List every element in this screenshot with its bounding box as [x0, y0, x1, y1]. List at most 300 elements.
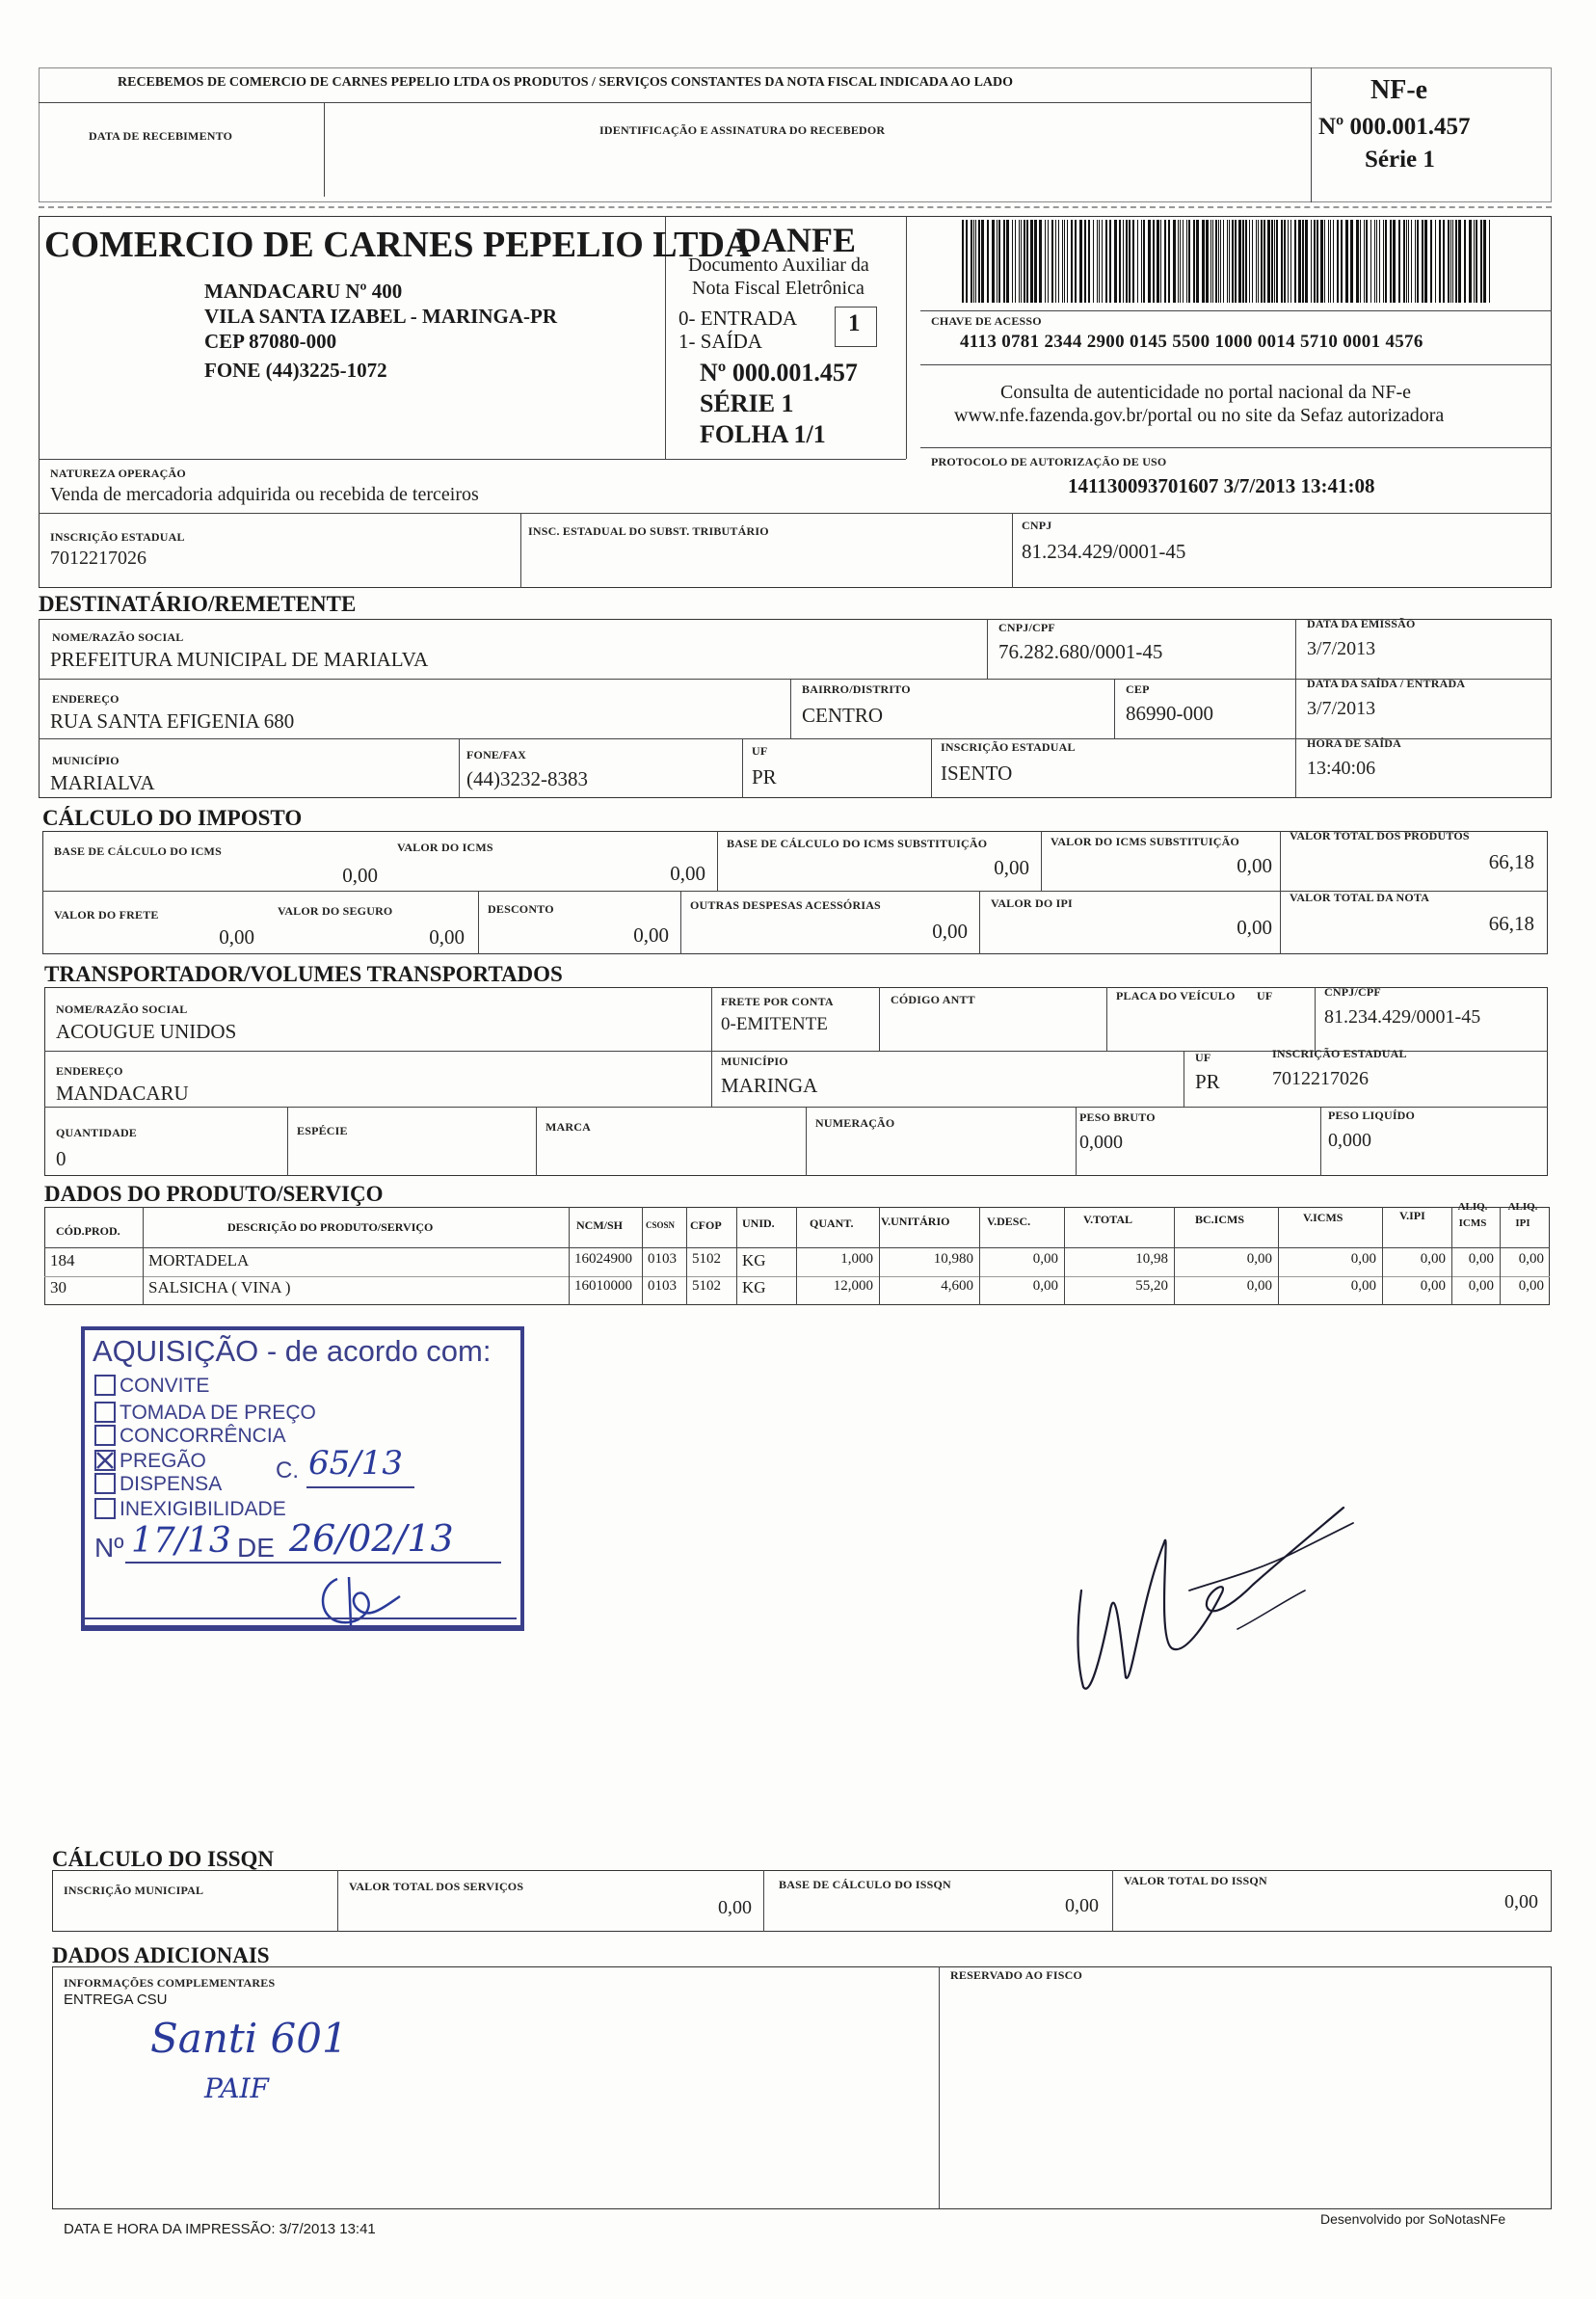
product-cell-csosn: 0103: [648, 1278, 677, 1294]
barcode-bar: [1360, 220, 1361, 303]
prod-header-code: CÓD.PROD.: [56, 1224, 120, 1238]
issqn-services-value: 0,00: [718, 1897, 752, 1918]
recipient-col-district: [790, 679, 791, 738]
carrier-col-brand: [536, 1107, 537, 1176]
checkbox-icon: [94, 1402, 116, 1423]
barcode-bar: [1039, 220, 1042, 303]
barcode-bar: [1012, 220, 1013, 303]
barcode-bar: [992, 220, 995, 303]
carrier-city-value: MARINGA: [721, 1074, 818, 1097]
barcode-bar: [966, 220, 968, 303]
barcode-bar: [1193, 220, 1195, 303]
prod-header-discount: V.DESC.: [987, 1215, 1031, 1228]
total-products-label: VALOR TOTAL DOS PRODUTOS: [1290, 829, 1470, 842]
product-cell-code: 184: [50, 1251, 75, 1270]
barcode-bar: [1196, 220, 1199, 303]
barcode-bar: [973, 220, 974, 303]
barcode-bar: [1430, 220, 1432, 303]
tax-col-2: [1041, 831, 1042, 891]
receipt-nfe-series: Série 1: [1365, 147, 1435, 173]
barcode-bar: [1051, 220, 1053, 303]
carrier-plate-label: PLACA DO VEÍCULO: [1116, 989, 1236, 1002]
barcode-bar: [1267, 220, 1270, 303]
barcode-bar: [1284, 220, 1286, 303]
receipt-nfe-number: Nº 000.001.457: [1318, 114, 1471, 140]
barcode-bar: [1079, 220, 1082, 303]
barcode-bar: [1242, 220, 1244, 303]
recipient-phone-value: (44)3232-8383: [466, 767, 588, 790]
receipt-signature-label: IDENTIFICAÇÃO E ASSINATURA DO RECEBEDOR: [599, 123, 886, 137]
barcode-bar: [1264, 220, 1265, 303]
stamp-date-underline: [125, 1562, 501, 1564]
barcode-bar: [1215, 220, 1217, 303]
issuer-address: MANDACARU Nº 400: [204, 280, 403, 303]
barcode-bar: [1227, 220, 1228, 303]
barcode-bar: [1290, 220, 1291, 303]
barcode-bar: [1393, 220, 1396, 303]
header-row-divider: [39, 459, 906, 460]
carrier-net-label: PESO LIQUÍDO: [1328, 1109, 1416, 1122]
barcode-bar: [1045, 220, 1046, 303]
bc-icms-st-label: BASE DE CÁLCULO DO ICMS SUBSTITUIÇÃO: [727, 837, 988, 850]
protocol-top-divider: [920, 447, 1552, 448]
stamp-option-pregao: [94, 1450, 206, 1473]
barcode-bar: [1137, 220, 1138, 303]
barcode-bar: [1229, 220, 1230, 303]
product-cell-icms: 0,00: [1350, 1278, 1376, 1294]
issqn-total-value: 0,00: [1504, 1891, 1538, 1912]
barcode-bar: [1328, 220, 1329, 303]
barcode-bar: [1232, 220, 1234, 303]
barcode-bar: [1333, 220, 1334, 303]
product-cell-description: SALSICHA ( VINA ): [148, 1278, 291, 1297]
tax-col-6: [979, 891, 980, 954]
issqn-services-label: VALOR TOTAL DOS SERVIÇOS: [349, 1880, 524, 1893]
barcode-bar: [1311, 220, 1312, 303]
issuer-cnpj-value: 81.234.429/0001-45: [1022, 540, 1186, 563]
recipient-ie-label: INSCRIÇÃO ESTADUAL: [941, 740, 1076, 754]
barcode-bar: [1088, 220, 1090, 303]
developer-credit: Desenvolvido por SoNotasNFe: [1320, 2211, 1506, 2227]
danfe-title: DANFE: [736, 221, 856, 259]
stamp-initials: [308, 1567, 414, 1631]
checkbox-icon: [94, 1498, 116, 1519]
product-column-line: [569, 1207, 570, 1305]
barcode-bar: [1469, 220, 1472, 303]
barcode-bar: [1271, 220, 1273, 303]
product-cell-total: 55,20: [1135, 1278, 1168, 1294]
recipient-exit-date-label: DATA DA SAÍDA / ENTRADA: [1307, 677, 1466, 690]
barcode-bar: [1178, 220, 1179, 303]
product-cell-ipi: 0,00: [1420, 1278, 1446, 1294]
issqn-municipal-label: INSCRIÇÃO MUNICIPAL: [64, 1884, 204, 1897]
barcode-bar: [1102, 220, 1103, 303]
tax-col-5: [680, 891, 681, 954]
carrier-col-gross: [1076, 1107, 1077, 1176]
barcode-bar: [1048, 220, 1049, 303]
total-products-value: 66,18: [1488, 850, 1534, 873]
carrier-address-label: ENDEREÇO: [56, 1064, 123, 1078]
recipient-district-label: BAIRRO/DISTRITO: [802, 682, 911, 696]
barcode-bar: [1084, 220, 1086, 303]
barcode-bar: [1249, 220, 1250, 303]
additional-box: [52, 1966, 1552, 2209]
recipient-name-label: NOME/RAZÃO SOCIAL: [52, 630, 184, 644]
product-cell-unit-value: 10,980: [933, 1251, 973, 1267]
barcode-bar: [1374, 220, 1375, 303]
carrier-numbering-label: NUMERAÇÃO: [815, 1116, 895, 1130]
tax-section-title: CÁLCULO DO IMPOSTO: [42, 806, 303, 830]
carrier-row-2: [44, 1107, 1548, 1108]
barcode-bar: [1324, 220, 1325, 303]
checked-checkbox-icon: [94, 1450, 116, 1471]
other-expenses-label: OUTRAS DESPESAS ACESSÓRIAS: [690, 898, 881, 912]
barcode-bar: [1180, 220, 1181, 303]
bc-icms-value: 0,00: [342, 864, 378, 887]
issuer-ie-value: 7012217026: [50, 548, 146, 569]
product-cell-bc-icms: 0,00: [1246, 1251, 1272, 1267]
barcode-bar: [1383, 220, 1384, 303]
issqn-total-label: VALOR TOTAL DO ISSQN: [1124, 1874, 1267, 1887]
carrier-address-value: MANDACARU: [56, 1082, 189, 1105]
recipient-cnpj-value: 76.282.680/0001-45: [998, 640, 1163, 663]
recipient-name-value: PREFEITURA MUNICIPAL DE MARIALVA: [50, 648, 429, 671]
stamp-num-value: 17/13: [131, 1521, 231, 1561]
consult-line-1: Consulta de autenticidade no portal nacional da NF-e: [1000, 382, 1411, 403]
recipient-emission-label: DATA DA EMISSÃO: [1307, 617, 1416, 630]
barcode-bar: [1274, 220, 1275, 303]
barcode-bar: [1026, 220, 1028, 303]
carrier-plate-uf-label: UF: [1257, 989, 1273, 1002]
prod-header-qty: QUANT.: [810, 1216, 854, 1230]
barcode-bar: [1160, 220, 1161, 303]
insurance-label: VALOR DO SEGURO: [278, 904, 393, 918]
recipient-district-value: CENTRO: [802, 704, 883, 727]
product-column-line: [736, 1207, 737, 1305]
carrier-ie-value: 7012217026: [1272, 1068, 1369, 1089]
barcode-bar: [1132, 220, 1134, 303]
carrier-col-plate: [1106, 987, 1107, 1051]
issuer-cep: CEP 87080-000: [204, 330, 337, 353]
barcode-bar: [1261, 220, 1263, 303]
stamp-option-label: DISPENSA: [120, 1473, 223, 1495]
recipient-phone-label: FONE/FAX: [466, 748, 527, 762]
stamp-num-prefix: Nº: [94, 1533, 124, 1563]
discount-label: DESCONTO: [488, 902, 554, 916]
barcode-bar: [1411, 220, 1412, 303]
barcode-bar: [1406, 220, 1407, 303]
barcode-bar: [1003, 220, 1005, 303]
barcode-bar: [1019, 220, 1020, 303]
other-expenses-value: 0,00: [932, 920, 968, 943]
recipient-cep-label: CEP: [1126, 682, 1150, 696]
barcode-bar: [1314, 220, 1316, 303]
icms-st-value: 0,00: [1237, 854, 1272, 877]
carrier-freight-label: FRETE POR CONTA: [721, 995, 834, 1008]
danfe-type: 1: [848, 310, 861, 336]
barcode-bar: [1474, 220, 1475, 303]
carrier-gross-label: PESO BRUTO: [1079, 1110, 1156, 1124]
recipient-col-phone: [459, 738, 460, 798]
product-column-line: [143, 1207, 144, 1305]
barcode-bar: [1379, 220, 1380, 303]
product-cell-icms: 0,00: [1350, 1251, 1376, 1267]
carrier-qty-value: 0: [56, 1147, 66, 1170]
carrier-qty-label: QUANTIDADE: [56, 1126, 138, 1139]
carrier-city-label: MUNICÍPIO: [721, 1055, 788, 1068]
barcode-bar: [981, 220, 984, 303]
stamp-bottom-rule: [85, 1617, 517, 1619]
prod-header-unit-value: V.UNITÁRIO: [881, 1215, 950, 1228]
product-cell-discount: 0,00: [1032, 1251, 1058, 1267]
barcode-bar: [1256, 220, 1257, 303]
ie-st-label: INSC. ESTADUAL DO SUBST. TRIBUTÁRIO: [528, 524, 769, 538]
handwritten-note-1: Santi 601: [150, 2015, 348, 2062]
barcode-bar: [1055, 220, 1056, 303]
handwritten-note-2: PAIF: [204, 2072, 269, 2104]
prod-header-ipi: V.IPI: [1399, 1209, 1425, 1222]
barcode-bar: [1223, 220, 1224, 303]
freight-value: 0,00: [219, 925, 254, 949]
danfe-folha: FOLHA 1/1: [700, 420, 826, 448]
product-cell-cfop: 5102: [692, 1251, 721, 1267]
barcode-bar: [1439, 220, 1441, 303]
barcode-bar: [1435, 220, 1436, 303]
cut-line: [39, 206, 1552, 208]
barcode-bar: [1258, 220, 1259, 303]
stamp-option-label: CONVITE: [120, 1375, 210, 1397]
danfe-serie: SÉRIE 1: [700, 389, 794, 417]
products-section-title: DADOS DO PRODUTO/SERVIÇO: [44, 1182, 384, 1206]
icms-st-label: VALOR DO ICMS SUBSTITUIÇÃO: [1051, 835, 1240, 848]
issqn-col-3: [1112, 1870, 1113, 1932]
barcode-bar: [1015, 220, 1016, 303]
carrier-uf-label: UF: [1195, 1051, 1211, 1064]
barcode-bar: [1281, 220, 1283, 303]
product-cell-code: 30: [50, 1278, 66, 1297]
stamp-option-tomada: [94, 1402, 316, 1425]
barcode-bar: [971, 220, 972, 303]
prod-header-description: DESCRIÇÃO DO PRODUTO/SERVIÇO: [227, 1220, 434, 1234]
product-cell-discount: 0,00: [1032, 1278, 1058, 1294]
danfe-number: Nº 000.001.457: [700, 359, 858, 387]
recipient-city-label: MUNICÍPIO: [52, 754, 120, 767]
product-cell-qty: 12,000: [833, 1278, 873, 1294]
product-cell-total: 10,98: [1135, 1251, 1168, 1267]
product-cell-unit: KG: [742, 1278, 766, 1297]
danfe-subtitle-2: Nota Fiscal Eletrônica: [692, 278, 864, 299]
barcode-bar: [1317, 220, 1318, 303]
barcode-bar: [998, 220, 1000, 303]
barcode-bar: [975, 220, 976, 303]
stamp-option-label: PREGÃO: [120, 1450, 206, 1472]
recipient-col-date: [1295, 619, 1296, 798]
receipt-vdivider-2: [1311, 67, 1312, 202]
barcode-bar: [1093, 220, 1094, 303]
barcode-bar: [1064, 220, 1065, 303]
barcode-bar: [1390, 220, 1392, 303]
prod-header-icms: V.ICMS: [1303, 1211, 1343, 1224]
checkbox-icon: [94, 1375, 116, 1396]
barcode-bar: [1119, 220, 1121, 303]
recipient-city-value: MARIALVA: [50, 771, 155, 794]
barcode-bar: [1067, 220, 1068, 303]
barcode-bar: [1186, 220, 1187, 303]
stamp-option-label: CONCORRÊNCIA: [120, 1425, 286, 1447]
barcode-bar: [1168, 220, 1170, 303]
prod-header-aliq-ipi: ALIQ. IPI: [1507, 1201, 1538, 1229]
barcode-bar: [1126, 220, 1128, 303]
barcode-bar: [962, 220, 964, 303]
protocol-label: PROTOCOLO DE AUTORIZAÇÃO DE USO: [931, 455, 1167, 468]
carrier-freight-value: 0-EMITENTE: [721, 1014, 828, 1034]
carrier-uf-value: PR: [1195, 1070, 1220, 1093]
barcode-bar: [997, 220, 998, 303]
barcode-bar: [1385, 220, 1387, 303]
tax-col-3: [1280, 831, 1281, 954]
barcode-bar: [1364, 220, 1365, 303]
product-cell-unit-value: 4,600: [941, 1278, 973, 1294]
barcode-bar: [1415, 220, 1416, 303]
barcode-bar: [1356, 220, 1359, 303]
product-cell-ncm: 16024900: [574, 1251, 632, 1267]
barcode-bar: [1129, 220, 1130, 303]
barcode-bar: [1109, 220, 1111, 303]
barcode-bar: [1157, 220, 1159, 303]
recipient-cnpj-label: CNPJ/CPF: [998, 621, 1055, 634]
prod-header-bc-icms: BC.ICMS: [1195, 1213, 1245, 1226]
recipient-col-cnpj: [987, 619, 988, 679]
icms-label: VALOR DO ICMS: [397, 841, 493, 854]
stamp-pregao-underline: [306, 1486, 414, 1488]
icms-value: 0,00: [670, 862, 705, 885]
barcode-bar: [1164, 220, 1166, 303]
product-cell-aliq-icms: 0,00: [1468, 1251, 1494, 1267]
product-cell-cfop: 5102: [692, 1278, 721, 1294]
barcode-bar: [1218, 220, 1219, 303]
info-label: INFORMAÇÕES COMPLEMENTARES: [64, 1976, 276, 1990]
nature-label: NATUREZA OPERAÇÃO: [50, 467, 186, 480]
issqn-base-value: 0,00: [1065, 1895, 1099, 1916]
issuer-cnpj-label: CNPJ: [1022, 519, 1052, 532]
barcode-bar: [1143, 220, 1145, 303]
barcode-bar: [1153, 220, 1155, 303]
barcode-bar: [1183, 220, 1184, 303]
consult-line-2: www.nfe.fazenda.gov.br/portal ou no site da Sefaz autorizadora: [954, 405, 1445, 426]
product-cell-description: MORTADELA: [148, 1251, 250, 1270]
barcode-bar: [1476, 220, 1477, 303]
issqn-base-label: BASE DE CÁLCULO DO ISSQN: [779, 1878, 951, 1891]
ipi-label: VALOR DO IPI: [991, 896, 1073, 910]
barcode-bar: [1480, 220, 1482, 303]
barcode-bar: [1366, 220, 1368, 303]
product-cell-bc-icms: 0,00: [1246, 1278, 1272, 1294]
stamp-option-label: INEXIGIBILIDADE: [120, 1498, 286, 1520]
barcode-bar: [1206, 220, 1209, 303]
barcode-bar: [1443, 220, 1445, 303]
product-column-line: [686, 1207, 687, 1305]
stamp-option-concorrencia: [94, 1425, 286, 1448]
prod-header-unit: UNID.: [742, 1216, 775, 1230]
ie-col-divider-2: [1012, 513, 1013, 588]
barcode-bar: [1337, 220, 1339, 303]
ie-row-divider: [39, 513, 1552, 514]
access-key: 4113 0781 2344 2900 0145 5500 1000 0014 5710 0001 4576: [960, 332, 1423, 352]
barcode-bar: [1202, 220, 1205, 303]
barcode-bar: [1024, 220, 1025, 303]
barcode-bar: [1288, 220, 1289, 303]
recipient-cep-value: 86990-000: [1126, 702, 1213, 725]
danfe-subtitle-1: Documento Auxiliar da: [688, 254, 869, 276]
product-cell-aliq-ipi: 0,00: [1518, 1278, 1544, 1294]
receipt-divider: [39, 102, 1311, 103]
barcode-bar: [1141, 220, 1142, 303]
recipient-col-ie: [931, 738, 932, 798]
barcode-bar: [1483, 220, 1486, 303]
barcode-bar: [1105, 220, 1107, 303]
barcode-bar: [1114, 220, 1117, 303]
barcode-bar: [1330, 220, 1331, 303]
carrier-cnpj-value: 81.234.429/0001-45: [1324, 1006, 1481, 1028]
barcode-bar: [1422, 220, 1423, 303]
carrier-species-label: ESPÉCIE: [297, 1124, 348, 1137]
products-row-divider: [44, 1276, 1550, 1277]
barcode-bar: [1398, 220, 1400, 303]
recipient-exit-time-label: HORA DE SAÍDA: [1307, 736, 1401, 750]
barcode-bar: [987, 220, 989, 303]
barcode: [962, 220, 1494, 303]
barcode-bar: [1148, 220, 1151, 303]
receipt-vdivider-1: [324, 102, 325, 197]
barcode-bar: [978, 220, 980, 303]
total-note-value: 66,18: [1488, 912, 1534, 935]
barcode-bar: [1458, 220, 1461, 303]
receipt-nfe-title: NF-e: [1370, 75, 1428, 105]
stamp-option-label: TOMADA DE PREÇO: [120, 1402, 316, 1424]
barcode-bar: [1188, 220, 1190, 303]
fisco-label: RESERVADO AO FISCO: [950, 1968, 1082, 1982]
barcode-bar: [1238, 220, 1241, 303]
carrier-col-cnpj: [1315, 987, 1316, 1051]
product-cell-aliq-ipi: 0,00: [1518, 1251, 1544, 1267]
barcode-bar: [1097, 220, 1098, 303]
product-cell-csosn: 0103: [648, 1251, 677, 1267]
barcode-bar: [1370, 220, 1371, 303]
barcode-bar: [1403, 220, 1405, 303]
barcode-bar: [1210, 220, 1211, 303]
product-cell-ncm: 16010000: [574, 1278, 632, 1294]
total-note-label: VALOR TOTAL DA NOTA: [1290, 891, 1430, 904]
carrier-gross-value: 0,000: [1079, 1132, 1123, 1153]
carrier-name-label: NOME/RAZÃO SOCIAL: [56, 1002, 188, 1016]
checkbox-icon: [94, 1473, 116, 1494]
info-value: ENTREGA CSU: [64, 1992, 168, 2008]
barcode-bar: [1448, 220, 1450, 303]
carrier-col-freight: [711, 987, 712, 1107]
access-key-label: CHAVE DE ACESSO: [931, 314, 1042, 328]
stamp-date-value: 26/02/13: [289, 1517, 454, 1560]
danfe-right-border: [906, 216, 907, 459]
prod-header-aliq-icms: ALIQ. ICMS: [1457, 1201, 1488, 1229]
carrier-name-value: ACOUGUE UNIDOS: [56, 1020, 237, 1043]
barcode-bar: [1062, 220, 1063, 303]
barcode-bar: [1345, 220, 1348, 303]
barcode-bar: [1424, 220, 1427, 303]
recipient-exit-time-value: 13:40:06: [1307, 758, 1376, 779]
barcode-bar: [1276, 220, 1278, 303]
barcode-bar: [1173, 220, 1176, 303]
barcode-bar: [1071, 220, 1073, 303]
